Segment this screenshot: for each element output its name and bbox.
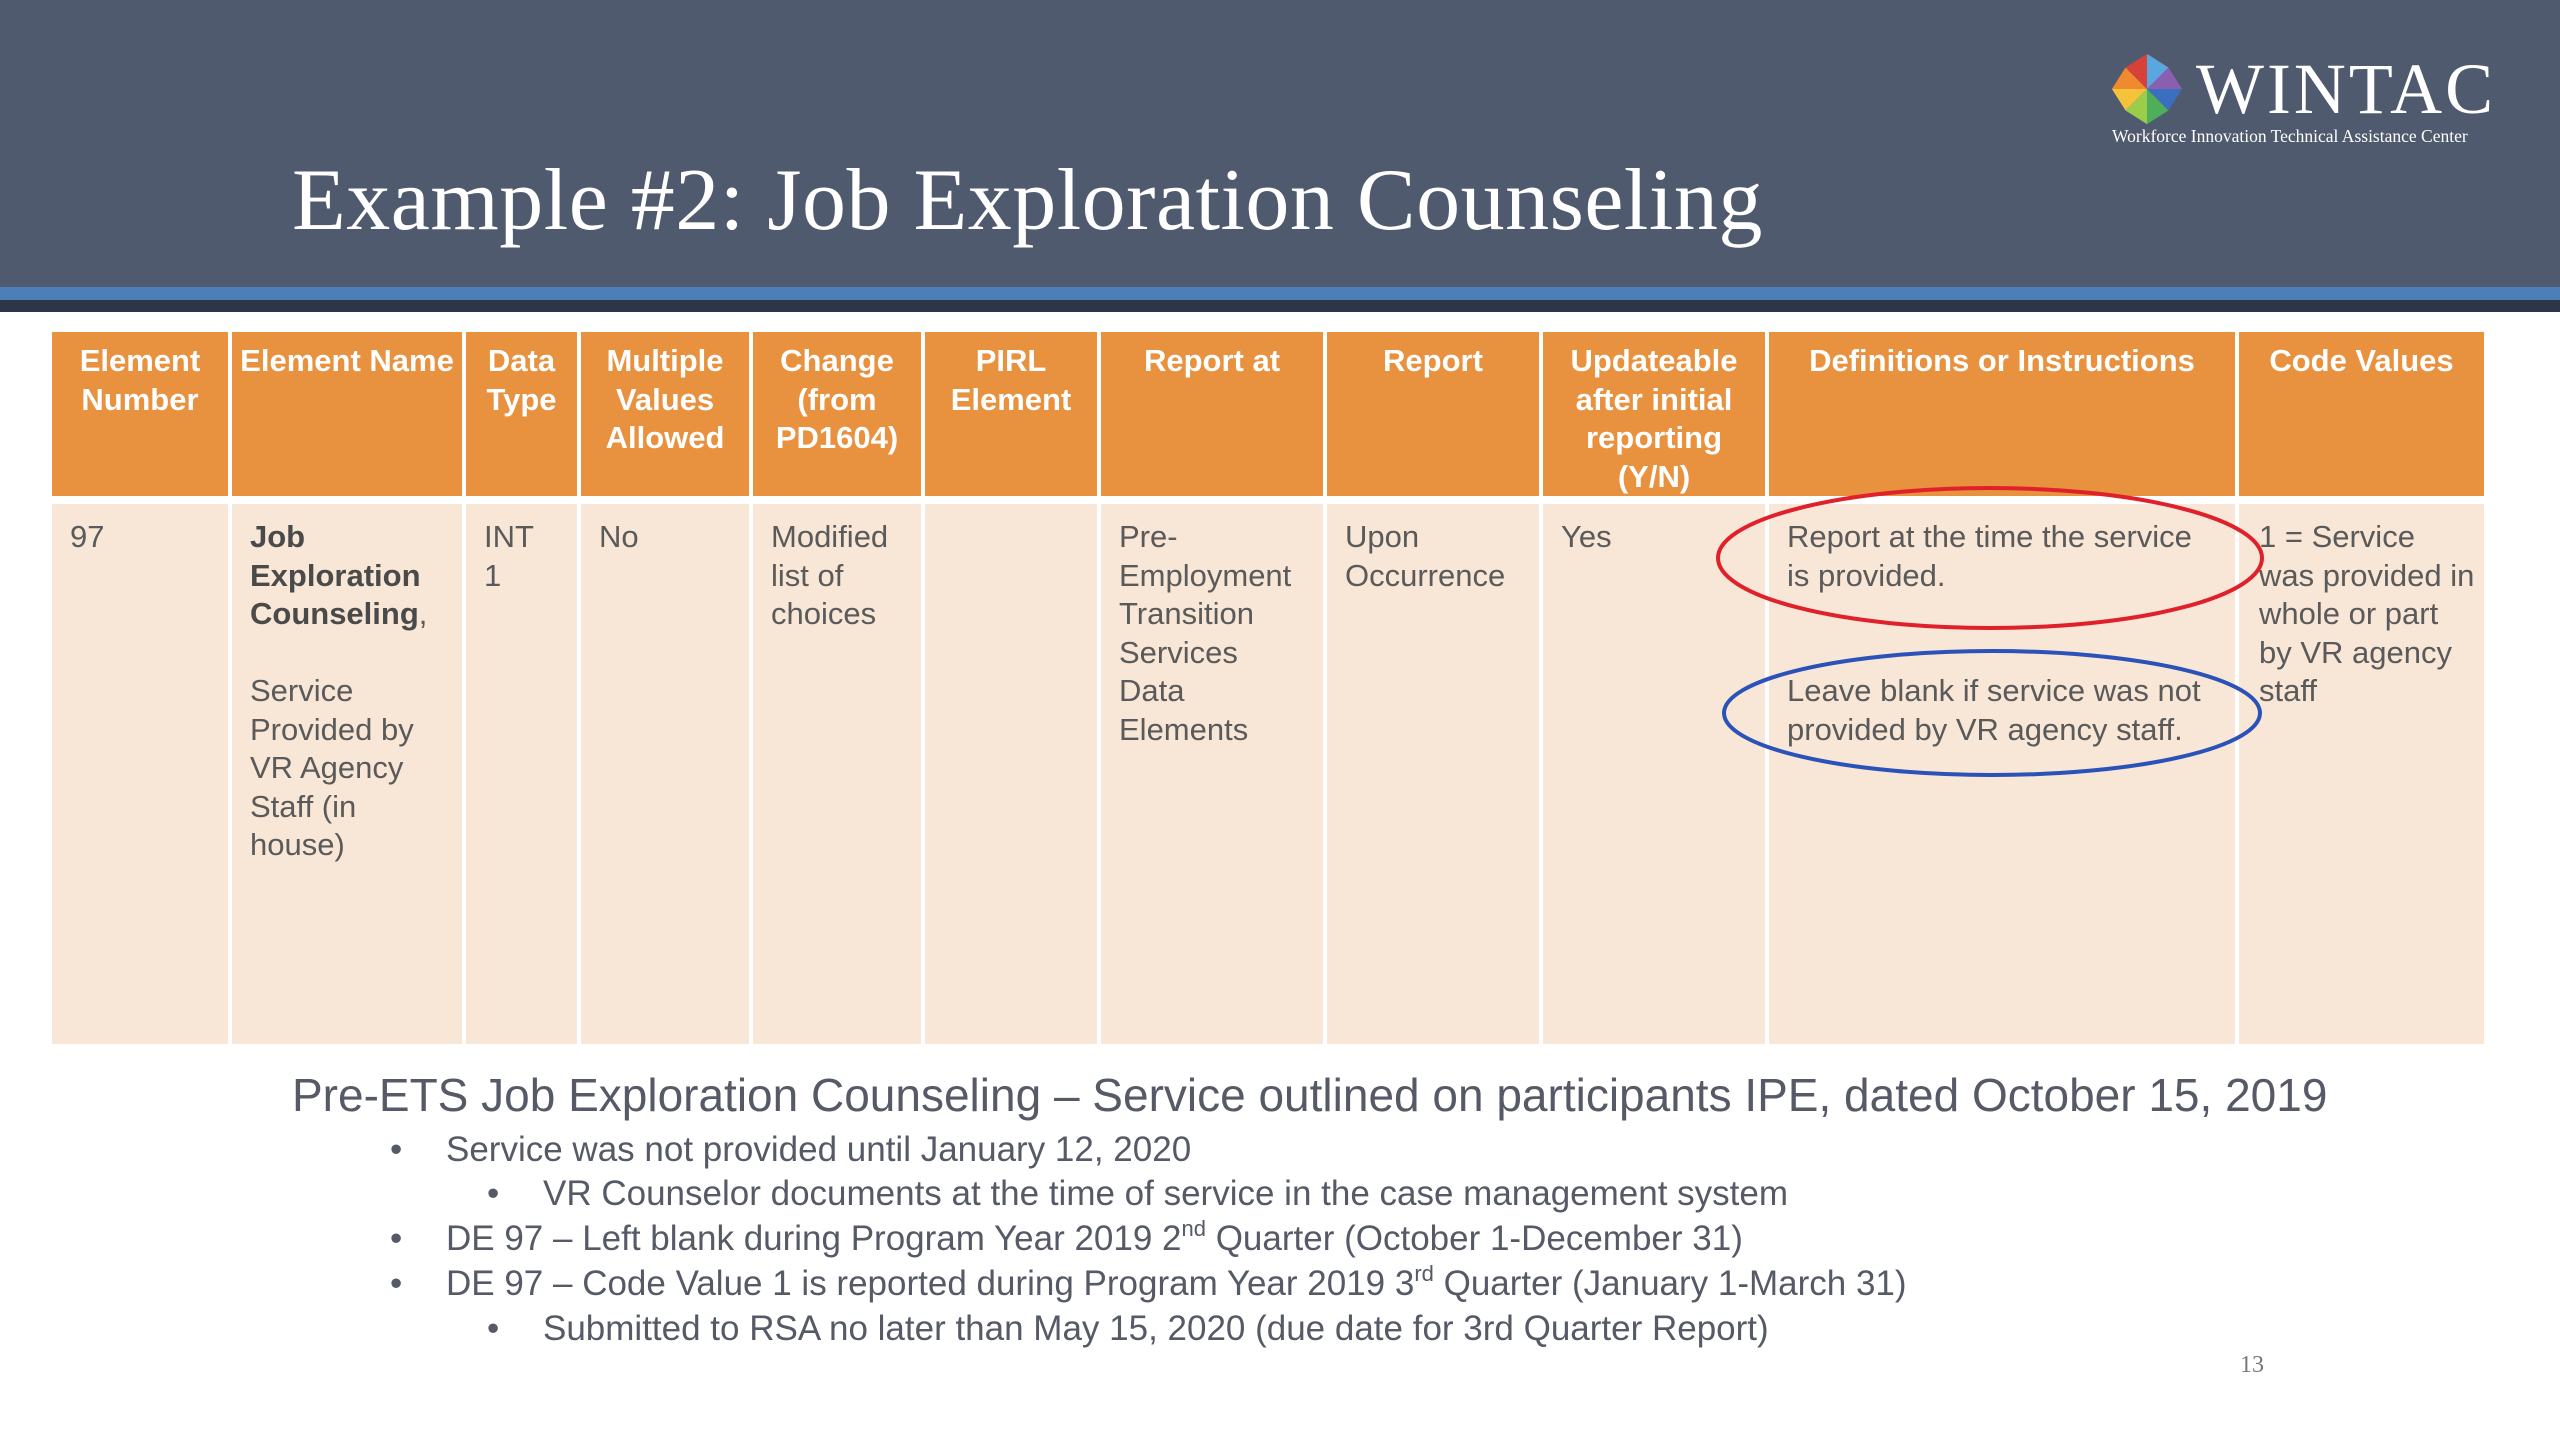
logo-wordmark: WINTAC: [2196, 49, 2497, 129]
cell-updateable: Yes: [1541, 500, 1767, 1044]
table-row: [52, 500, 2484, 1044]
col-header-report: Report: [1325, 332, 1541, 500]
notes-heading: Pre-ETS Job Exploration Counseling – Service outlined on participants IPE, dated October 15, 2019: [292, 1069, 2328, 1121]
cell-change: Modified list of choices: [751, 500, 923, 1044]
cell-report-at: Pre-Employment Transition Services Data Elements: [1099, 500, 1325, 1044]
page-number: 13: [2240, 1352, 2264, 1378]
bullet-dot: •: [390, 1130, 403, 1169]
header-dark-stripe: [0, 300, 2560, 312]
cell-multiple-values: No: [579, 500, 751, 1044]
col-header-pirl-element: PIRL Element: [923, 332, 1099, 500]
element-name-description: Service Provided by VR Agency Staff (in house): [250, 673, 414, 862]
col-header-change: Change (from PD1604): [751, 332, 923, 500]
data-element-table: [52, 332, 2484, 1044]
definition-text-2: Leave blank if service was not provided by VR agency staff.: [1787, 673, 2201, 747]
sub-bullet-item: [487, 1172, 1789, 1216]
bullet-item: [390, 1216, 1743, 1261]
bullet-dot: •: [487, 1174, 500, 1213]
bullet-text-a: DE 97 – Code Value 1 is reported during Program Year 2019 3: [446, 1264, 1415, 1303]
cell-code-values: 1 = Service was provided in whole or part by VR agency staff: [2237, 500, 2484, 1044]
element-name-comma: ,: [418, 596, 428, 631]
cell-report: Upon Occurrence: [1325, 500, 1541, 1044]
cell-element-name: [230, 500, 464, 1044]
bullet-item: [390, 1261, 1907, 1306]
bullet-item: [390, 1128, 1192, 1172]
cell-data-type: INT 1: [464, 500, 579, 1044]
col-header-updateable: Updateable after initial reporting (Y/N): [1541, 332, 1767, 500]
bullet-dot: •: [487, 1309, 500, 1348]
element-name-title: Job Exploration Counseling: [250, 519, 421, 631]
bullet-text: VR Counselor documents at the time of service in the case management system: [543, 1174, 1789, 1213]
col-header-report-at: Report at: [1099, 332, 1325, 500]
cell-element-number: 97: [52, 500, 230, 1044]
col-header-data-type: Data Type: [464, 332, 579, 500]
bullet-text: Submitted to RSA no later than May 15, 2020 (due date for 3rd Quarter Report): [543, 1309, 1769, 1348]
pinwheel-logo-icon: [2108, 50, 2186, 128]
wintac-logo: [2108, 50, 2528, 150]
col-header-multiple-values: Multiple Values Allowed: [579, 332, 751, 500]
logo-subtitle: Workforce Innovation Technical Assistance Center: [2112, 126, 2468, 146]
bullet-superscript: rd: [1414, 1261, 1434, 1286]
bullet-dot: •: [390, 1264, 403, 1303]
sub-bullet-item: [487, 1307, 1769, 1351]
col-header-code-values: Code Values: [2237, 332, 2484, 500]
header-accent-stripe: [0, 287, 2560, 300]
definition-text-1: Report at the time the service is provided.: [1787, 519, 2192, 593]
col-header-definitions: Definitions or Instructions: [1767, 332, 2237, 500]
cell-pirl-element: [923, 500, 1099, 1044]
bullet-dot: •: [390, 1219, 403, 1258]
slide-title: Example #2: Job Exploration Counseling: [292, 152, 1763, 249]
col-header-element-name: Element Name: [230, 332, 464, 500]
bullet-text-b: Quarter (October 1-December 31): [1205, 1219, 1743, 1258]
table-header-row: [52, 332, 2484, 500]
bullet-text: Service was not provided until January 12, 2020: [446, 1130, 1192, 1169]
col-header-element-number: Element Number: [52, 332, 230, 500]
bullet-text-b: Quarter (January 1-March 31): [1433, 1264, 1907, 1303]
bullet-superscript: nd: [1181, 1216, 1206, 1241]
bullet-text-a: DE 97 – Left blank during Program Year 2019 2: [446, 1219, 1182, 1258]
cell-definitions: [1767, 500, 2237, 1044]
